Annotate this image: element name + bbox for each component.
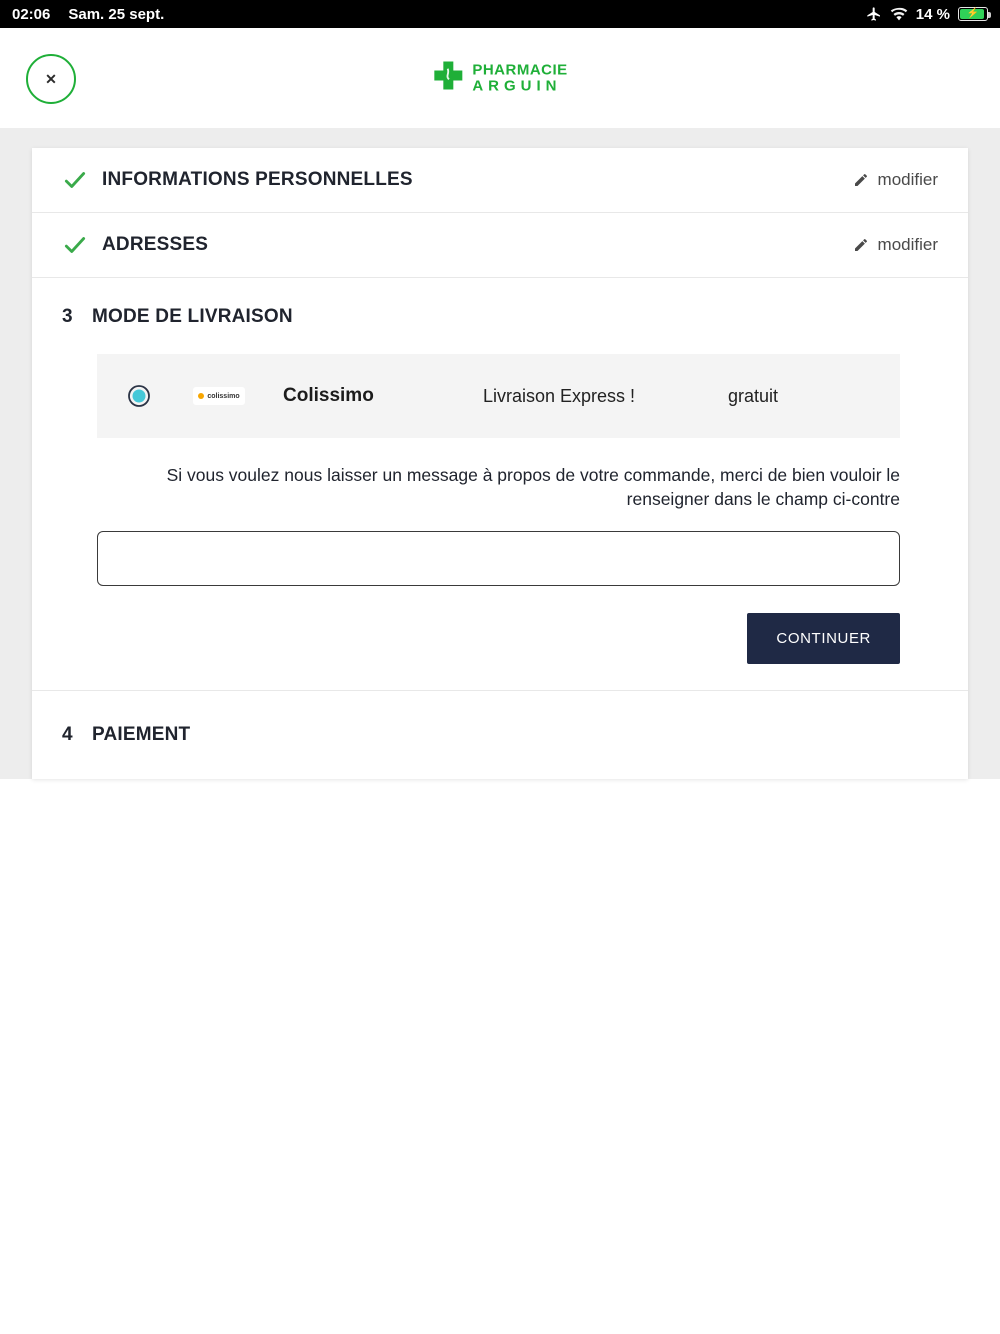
modify-label: modifier: [877, 235, 938, 254]
modify-personal-info-button[interactable]: [853, 170, 938, 190]
pharmacy-logo: [432, 60, 567, 97]
status-time: 02:06: [12, 5, 51, 23]
brand-name-line1: PHARMACIE: [472, 61, 568, 79]
pencil-icon: [853, 172, 869, 188]
step-payment: [32, 691, 968, 779]
step-title-payment: PAIEMENT: [92, 724, 191, 746]
modify-addresses-button[interactable]: [853, 235, 938, 255]
colissimo-logo: [193, 387, 245, 405]
pharmacy-cross-icon: [432, 60, 464, 97]
modify-label: modifier: [877, 170, 938, 189]
step-title-personal-info: INFORMATIONS PERSONNELLES: [102, 169, 413, 190]
continue-button[interactable]: CONTINUER: [747, 613, 900, 664]
status-bar: [0, 0, 1000, 28]
check-icon: [62, 167, 88, 193]
order-message-input[interactable]: [97, 531, 900, 586]
close-icon: ✕: [45, 70, 57, 87]
checkout-content: [0, 128, 1000, 779]
step-number: 4: [62, 724, 73, 746]
battery-percent: 14 %: [915, 5, 950, 23]
step-title-addresses: ADRESSES: [102, 234, 209, 255]
brand-name-line2: ARGUIN: [472, 77, 562, 94]
checkout-card: [32, 148, 968, 779]
status-date: Sam. 25 sept.: [68, 5, 165, 23]
shipping-option-colissimo[interactable]: [97, 354, 900, 438]
wifi-icon: [890, 7, 908, 21]
airplane-mode-icon: [866, 6, 882, 22]
step-personal-info: [32, 148, 968, 213]
battery-charging-icon: ⚡: [958, 7, 988, 21]
app-header: [0, 28, 1000, 128]
colissimo-logo-text: colissimo: [207, 392, 240, 400]
step-addresses: [32, 213, 968, 278]
step-title-shipping: MODE DE LIVRAISON: [92, 306, 293, 327]
colissimo-logo-dot: [198, 393, 204, 399]
radio-selected-icon[interactable]: [127, 384, 151, 408]
step-shipping-mode: [32, 278, 968, 691]
step-number: 3: [62, 306, 73, 327]
carrier-name: Colissimo: [283, 385, 374, 406]
order-message-hint: Si vous voulez nous laisser un message à propos de votre commande, merci de bien vouloir le renseigner dans le champ ci-contre: [166, 465, 900, 509]
close-button[interactable]: [26, 54, 76, 104]
carrier-price: gratuit: [728, 385, 779, 406]
check-icon: [62, 232, 88, 258]
pencil-icon: [853, 237, 869, 253]
carrier-description: Livraison Express !: [483, 385, 636, 406]
